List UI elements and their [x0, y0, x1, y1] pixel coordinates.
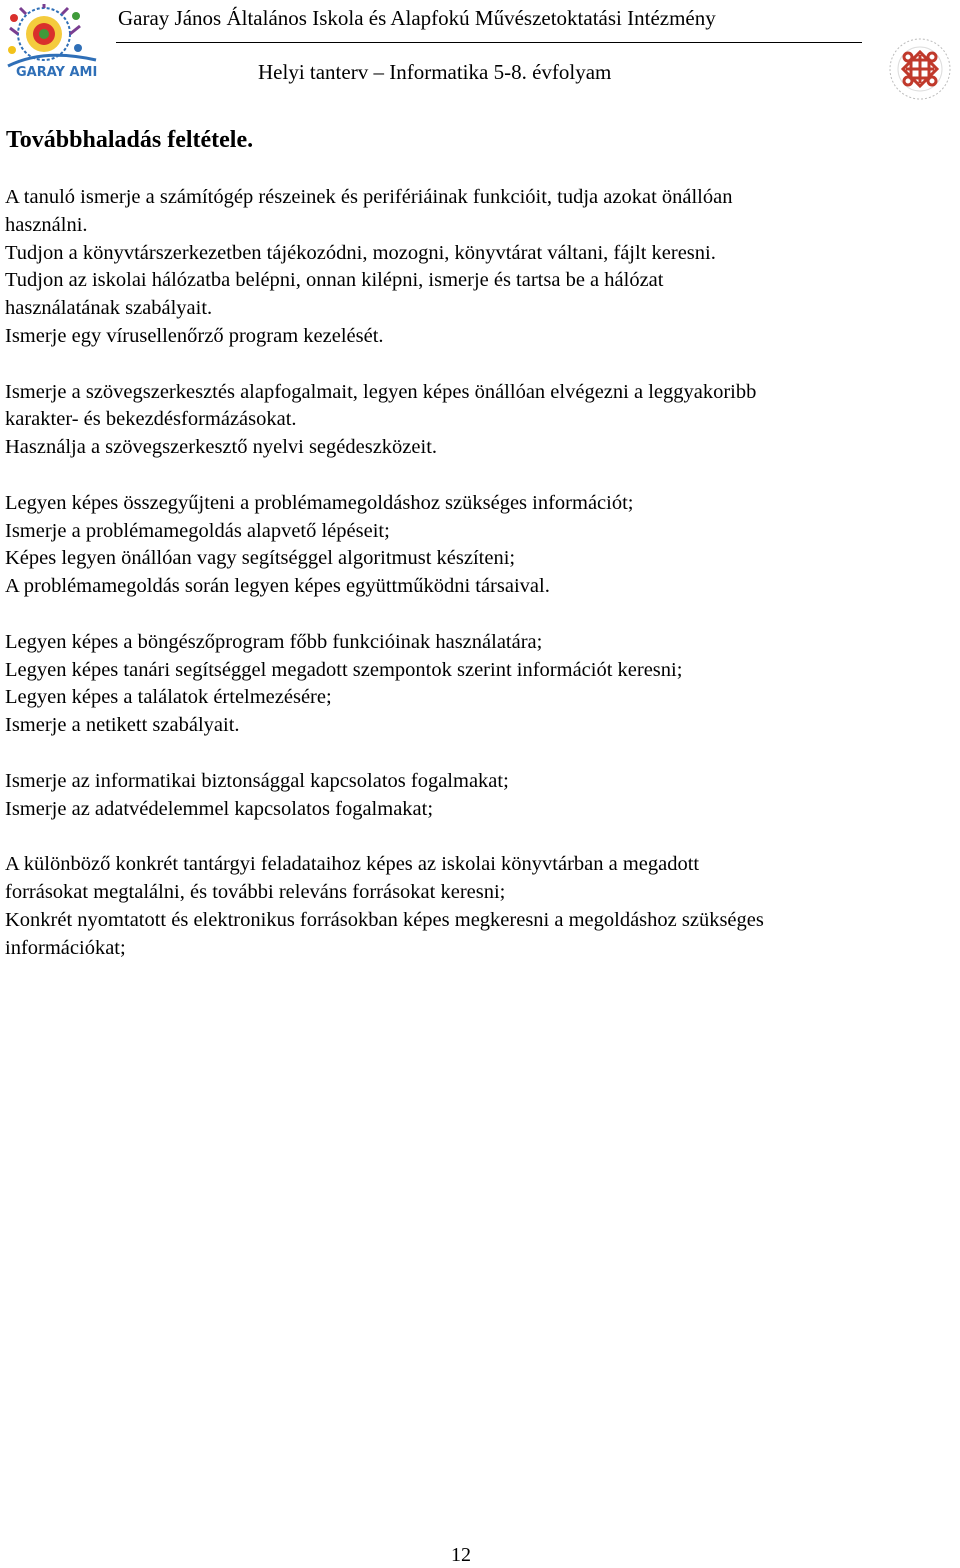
text-line: karakter- és bekezdésformázásokat.: [5, 408, 297, 431]
text-line: Legyen képes a találatok értelmezésére;: [5, 686, 332, 709]
school-emblem-right: [884, 36, 956, 102]
header-subtitle: Helyi tanterv – Informatika 5-8. évfolyam: [258, 60, 612, 84]
school-logo-left: [4, 4, 100, 80]
text-line: forrásokat megtalálni, és további releváns forrásokat keresni;: [5, 880, 506, 903]
paragraph-security: [5, 768, 925, 824]
text-line: használatának szabályait.: [5, 297, 213, 320]
paragraph-browsing: [5, 629, 925, 740]
text-line: A problémamegoldás során legyen képes együttműködni társaival.: [5, 575, 550, 598]
header-divider: [116, 42, 862, 43]
text-line: Legyen képes a böngészőprogram főbb funkcióinak használatára;: [5, 630, 543, 653]
paragraph-library: [5, 851, 925, 962]
paragraph-problem-solving: [5, 490, 925, 601]
text-line: Ismerje a problémamegoldás alapvető lépéseit;: [5, 519, 390, 542]
text-line: Ismerje az informatikai biztonsággal kapcsolatos fogalmakat;: [5, 769, 509, 792]
section-title: Továbbhaladás feltétele.: [6, 127, 254, 153]
requirements-content: [5, 184, 925, 990]
text-line: Ismerje az adatvédelemmel kapcsolatos fogalmakat;: [5, 797, 434, 820]
text-line: A különböző konkrét tantárgyi feladataihoz képes az iskolai könyvtárban a megadott: [5, 853, 700, 876]
text-line: információkat;: [5, 936, 126, 959]
header-school-name: Garay János Általános Iskola és Alapfokú Művészetoktatási Intézmény: [118, 6, 716, 30]
page-number: 12: [451, 1544, 471, 1566]
text-line: Ismerje a szövegszerkesztés alapfogalmait, legyen képes önállóan elvégezni a leggyakoribb: [5, 380, 757, 403]
text-line: Legyen képes összegyűjteni a problémamegoldáshoz szükséges információt;: [5, 491, 634, 514]
text-line: Tudjon az iskolai hálózatba belépni, onnan kilépni, ismerje és tartsa be a hálózat: [5, 269, 664, 292]
text-line: Konkrét nyomtatott és elektronikus forrásokban képes megkeresni a megoldáshoz szükséges: [5, 908, 764, 931]
text-line: Ismerje a netikett szabályait.: [5, 714, 240, 737]
text-line: A tanuló ismerje a számítógép részeinek és perifériáinak funkcióit, tudja azokat önállóan: [5, 186, 733, 208]
text-line: Ismerje egy vírusellenőrző program kezelését.: [5, 324, 384, 347]
logo-text: GARAY AMI: [16, 65, 98, 80]
text-line: használni.: [5, 213, 88, 236]
paragraph-computer-basics: [5, 184, 925, 351]
text-line: Használja a szövegszerkesztő nyelvi segédeszközeit.: [5, 436, 438, 459]
garay-logo-icon: [4, 4, 100, 80]
text-line: Tudjon a könyvtárszerkezetben tájékozódni, mozogni, könyvtárat váltani, fájlt keresni.: [5, 241, 716, 264]
paragraph-word-processing: [5, 379, 925, 462]
text-line: Legyen képes tanári segítséggel megadott szempontok szerint információt keresni;: [5, 658, 683, 681]
text-line: Képes legyen önállóan vagy segítséggel algoritmust készíteni;: [5, 547, 516, 570]
knot-emblem-icon: [884, 36, 956, 102]
